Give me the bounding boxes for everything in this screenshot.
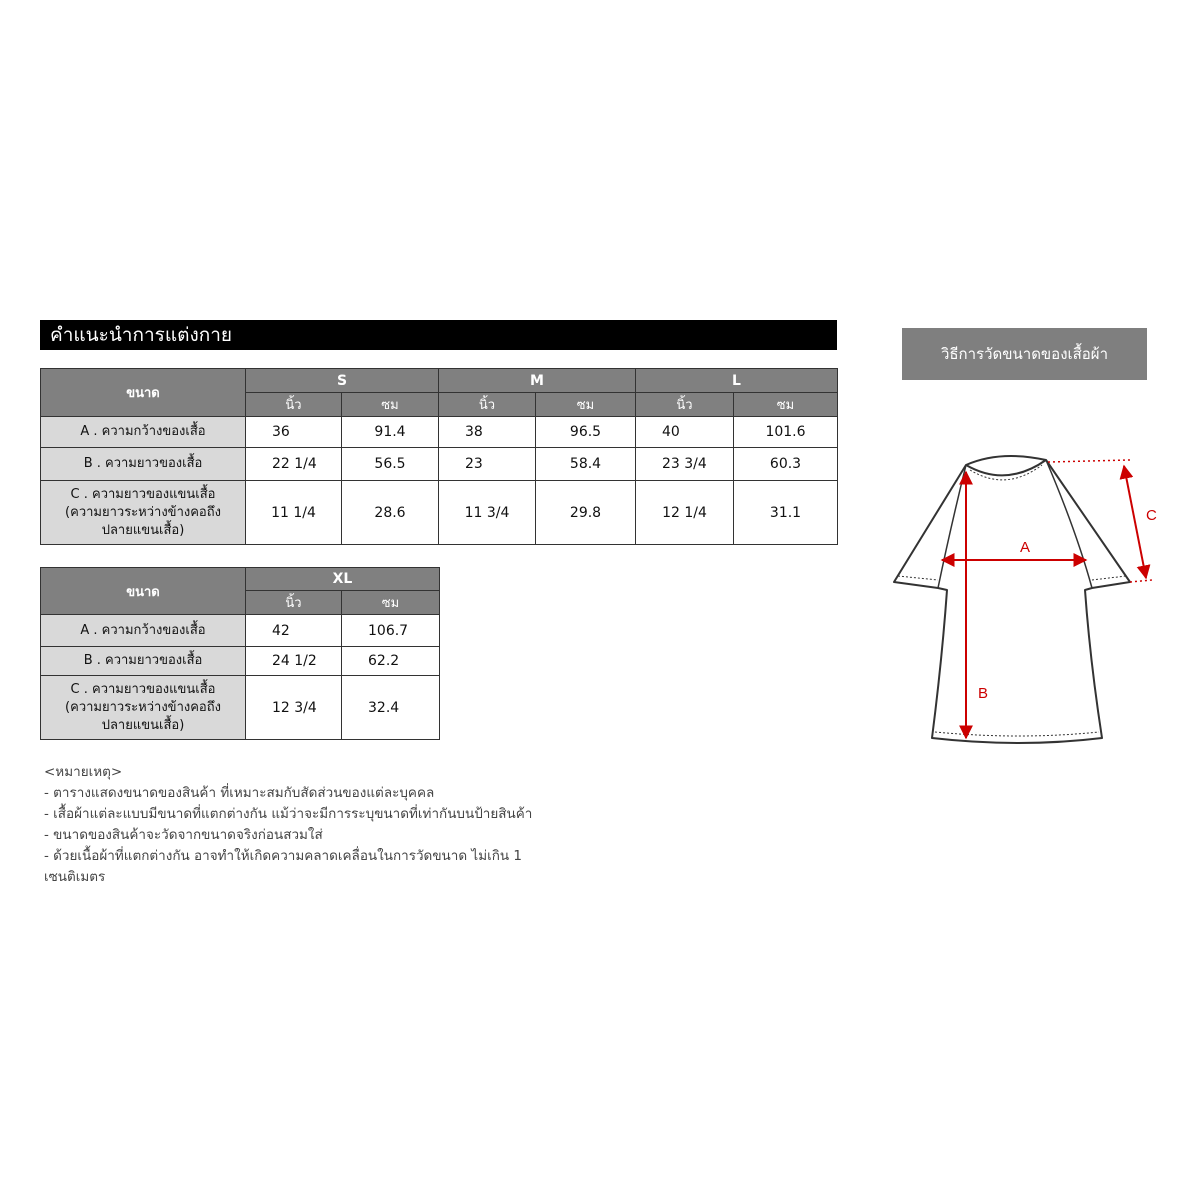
size-label-xl: XL bbox=[246, 568, 440, 591]
table-row bbox=[41, 448, 838, 481]
cell-l-a-inch: 40 bbox=[636, 417, 734, 448]
note-item: - ตารางแสดงขนาดของสินค้า ที่เหมาะสมกับสัดส่วนของแต่ละบุคคล bbox=[44, 785, 435, 801]
unit-inch: นิ้ว bbox=[636, 393, 734, 417]
cell-s-b-inch: 22 1/4 bbox=[246, 448, 342, 481]
cell-s-a-inch: 36 bbox=[246, 417, 342, 448]
note-item: - เสื้อผ้าแต่ละแบบมีขนาดที่แตกต่างกัน แม้ว่าจะมีการระบุขนาดที่เท่ากันบนป้ายสินค้า bbox=[44, 806, 533, 822]
cell-xl-b-cm: 62.2 bbox=[342, 647, 440, 676]
cell-m-a-inch: 38 bbox=[439, 417, 536, 448]
cell-l-a-cm: 101.6 bbox=[734, 417, 838, 448]
table-row bbox=[41, 676, 440, 740]
row-label-c bbox=[41, 481, 246, 545]
unit-inch: นิ้ว bbox=[246, 393, 342, 417]
label-a: A bbox=[1020, 539, 1031, 556]
row-label-c-line2: (ความยาวระหว่างข้างคอถึง bbox=[65, 699, 221, 715]
row-label-c-line2: (ความยาวระหว่างข้างคอถึง bbox=[65, 504, 221, 520]
table-row bbox=[41, 481, 838, 545]
notes-heading: <หมายเหตุ> bbox=[44, 764, 123, 780]
unit-inch: นิ้ว bbox=[439, 393, 536, 417]
unit-cm: ซม bbox=[536, 393, 636, 417]
size-table-xl bbox=[40, 567, 440, 740]
cell-s-b-cm: 56.5 bbox=[342, 448, 439, 481]
cell-s-a-cm: 91.4 bbox=[342, 417, 439, 448]
row-label-c bbox=[41, 676, 246, 740]
table-row bbox=[41, 647, 440, 676]
row-label-b: B . ความยาวของเสื้อ bbox=[41, 647, 246, 676]
size-table-s-m-l bbox=[40, 368, 838, 545]
cell-xl-a-cm: 106.7 bbox=[342, 615, 440, 647]
unit-inch: นิ้ว bbox=[246, 591, 342, 615]
row-label-c-line1: C . ความยาวของแขนเสื้อ bbox=[70, 681, 216, 697]
note-item: - ขนาดของสินค้าจะวัดจากขนาดจริงก่อนสวมใส่ bbox=[44, 827, 323, 843]
row-label-c-line3: ปลายแขนเสื้อ) bbox=[101, 522, 185, 538]
tshirt-measurement-diagram bbox=[880, 440, 1180, 760]
cell-s-c-cm: 28.6 bbox=[342, 481, 439, 545]
row-label-c-line1: C . ความยาวของแขนเสื้อ bbox=[70, 486, 216, 502]
label-c: C bbox=[1146, 507, 1157, 524]
cell-s-c-inch: 11 1/4 bbox=[246, 481, 342, 545]
size-label-m: M bbox=[439, 369, 636, 393]
size-label-s: S bbox=[246, 369, 439, 393]
size-header: ขนาด bbox=[41, 568, 246, 615]
measurement-arrows bbox=[942, 460, 1152, 738]
row-label-a: A . ความกว้างของเสื้อ bbox=[41, 417, 246, 448]
cell-xl-c-inch: 12 3/4 bbox=[246, 676, 342, 740]
table-row bbox=[41, 417, 838, 448]
row-label-b: B . ความยาวของเสื้อ bbox=[41, 448, 246, 481]
cell-l-b-cm: 60.3 bbox=[734, 448, 838, 481]
label-b: B bbox=[978, 685, 989, 702]
cell-m-b-inch: 23 bbox=[439, 448, 536, 481]
cell-xl-b-inch: 24 1/2 bbox=[246, 647, 342, 676]
notes bbox=[44, 762, 604, 888]
row-label-c-line3: ปลายแขนเสื้อ) bbox=[101, 717, 185, 733]
note-item: - ด้วยเนื้อผ้าที่แตกต่างกัน อาจทำให้เกิดความคลาดเคลื่อนในการวัดขนาด ไม่เกิน 1 bbox=[44, 848, 523, 864]
cell-m-b-cm: 58.4 bbox=[536, 448, 636, 481]
cell-m-c-cm: 29.8 bbox=[536, 481, 636, 545]
tshirt-outline-icon bbox=[894, 456, 1130, 743]
unit-cm: ซม bbox=[342, 591, 440, 615]
page-title: คำแนะนำการแต่งกาย bbox=[40, 320, 837, 350]
cell-m-a-cm: 96.5 bbox=[536, 417, 636, 448]
cell-m-c-inch: 11 3/4 bbox=[439, 481, 536, 545]
cell-l-b-inch: 23 3/4 bbox=[636, 448, 734, 481]
measure-guide-title: วิธีการวัดขนาดของเสื้อผ้า bbox=[902, 328, 1147, 380]
note-item: เซนติเมตร bbox=[44, 869, 106, 885]
cell-l-c-inch: 12 1/4 bbox=[636, 481, 734, 545]
unit-cm: ซม bbox=[734, 393, 838, 417]
table-row bbox=[41, 615, 440, 647]
size-label-l: L bbox=[636, 369, 838, 393]
unit-cm: ซม bbox=[342, 393, 439, 417]
row-label-a: A . ความกว้างของเสื้อ bbox=[41, 615, 246, 647]
cell-l-c-cm: 31.1 bbox=[734, 481, 838, 545]
cell-xl-a-inch: 42 bbox=[246, 615, 342, 647]
cell-xl-c-cm: 32.4 bbox=[342, 676, 440, 740]
size-header: ขนาด bbox=[41, 369, 246, 417]
